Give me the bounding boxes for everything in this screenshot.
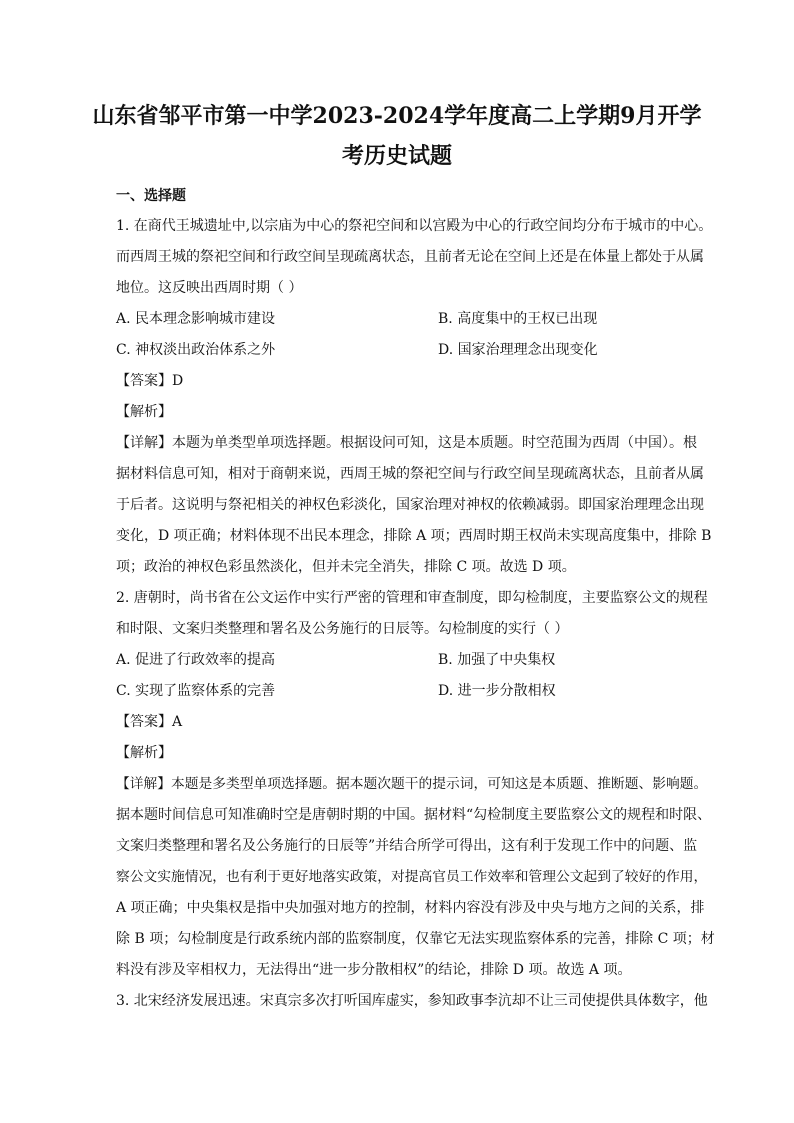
question-2-detail-line: 据本题时间信息可知准确时空是唐朝时期的中国。据材料“勾检制度主要监察公文的规程和时限、: [116, 807, 712, 823]
question-1-answer: 【答案】D: [116, 373, 184, 389]
question-2-answer: 【答案】A: [116, 714, 183, 730]
question-1-option-d: D. 国家治理理念出现变化: [438, 342, 598, 358]
question-1-option-c: C. 神权淡出政治体系之外: [116, 342, 276, 358]
question-2-option-b: B. 加强了中央集权: [438, 652, 556, 668]
question-2-detail-line: 料没有涉及宰相权力，无法得出“进一步分散相权”的结论，排除 D 项。故选 A 项。: [116, 962, 632, 978]
document-title: [60, 96, 734, 176]
question-3-stem-line: 3. 北宋经济发展迅速。宋真宗多次打听国库虚实，参知政事李沆却不让三司使提供具体数字，他: [116, 993, 708, 1009]
title-line-1: 山东省邹平市第一中学2023-2024学年度高二上学期9月开学: [92, 103, 702, 129]
question-2-analysis-label: 【解析】: [116, 745, 172, 761]
question-2-option-a: A. 促进了行政效率的提高: [116, 652, 276, 668]
question-1-stem-line: 地位。这反映出西周时期（ ）: [116, 280, 303, 296]
question-2-option-c: C. 实现了监察体系的完善: [116, 683, 276, 699]
question-1-stem-line: 1. 在商代王城遗址中,以宗庙为中心的祭祀空间和以宫殿为中心的行政空间均分布于城市的中心。: [116, 218, 713, 234]
question-1-option-b: B. 高度集中的王权已出现: [438, 311, 598, 327]
question-1-detail-line: 【详解】本题为单类型单项选择题。根据设问可知，这是本质题。时空范围为西周（中国）。根: [116, 435, 697, 451]
question-1-option-a: A. 民本理念影响城市建设: [116, 311, 276, 327]
question-2-detail-line: 【详解】本题是多类型单项选择题。据本题次题干的提示词，可知这是本质题、推断题、影响题。: [116, 776, 708, 792]
question-2-stem-line: 和时限、文案归类整理和署名及公务施行的日辰等。勾检制度的实行（ ）: [116, 621, 569, 637]
question-2-detail-line: A 项正确；中央集权是指中央加强对地方的控制，材料内容没有涉及中央与地方之间的关系，排: [116, 900, 705, 916]
question-1-detail-line: 项；政治的神权色彩虽然淡化，但并未完全消失，排除 C 项。故选 D 项。: [116, 559, 576, 575]
question-2-detail-line: 察公文实施情况，也有利于更好地落实政策，对提高官员工作效率和管理公文起到了较好的作用，: [116, 869, 708, 885]
question-2-detail-line: 文案归类整理和署名及公务施行的日辰等”并结合所学可得出，这有利于发现工作中的问题、监: [116, 838, 698, 854]
question-2-detail-line: 除 B 项；勾检制度是行政系统内部的监察制度，仅靠它无法实现监察体系的完善，排除 C 项；材: [116, 931, 715, 947]
question-2-stem-line: 2. 唐朝时，尚书省在公文运作中实行严密的管理和审查制度，即勾检制度，主要监察公文的规程: [116, 590, 708, 606]
question-1-analysis-label: 【解析】: [116, 404, 172, 420]
question-1-detail-line: 变化，D 项正确；材料体现不出民本理念，排除 A 项；西周时期王权尚未实现高度集中，排除 B: [116, 528, 712, 544]
section-heading: 一、选择题: [116, 188, 186, 204]
question-1-detail-line: 于后者。这说明与祭祀相关的神权色彩淡化，国家治理对神权的依赖减弱。即国家治理理念出现: [116, 497, 704, 513]
question-2-option-d: D. 进一步分散相权: [438, 683, 556, 699]
question-1-stem-line: 而西周王城的祭祀空间和行政空间呈现疏离状态，且前者无论在空间上还是在体量上都处于从属: [116, 249, 704, 265]
question-1-detail-line: 据材料信息可知，相对于商朝来说，西周王城的祭祀空间与行政空间呈现疏离状态，且前者从属: [116, 466, 704, 482]
title-line-2: 考历史试题: [341, 143, 452, 169]
